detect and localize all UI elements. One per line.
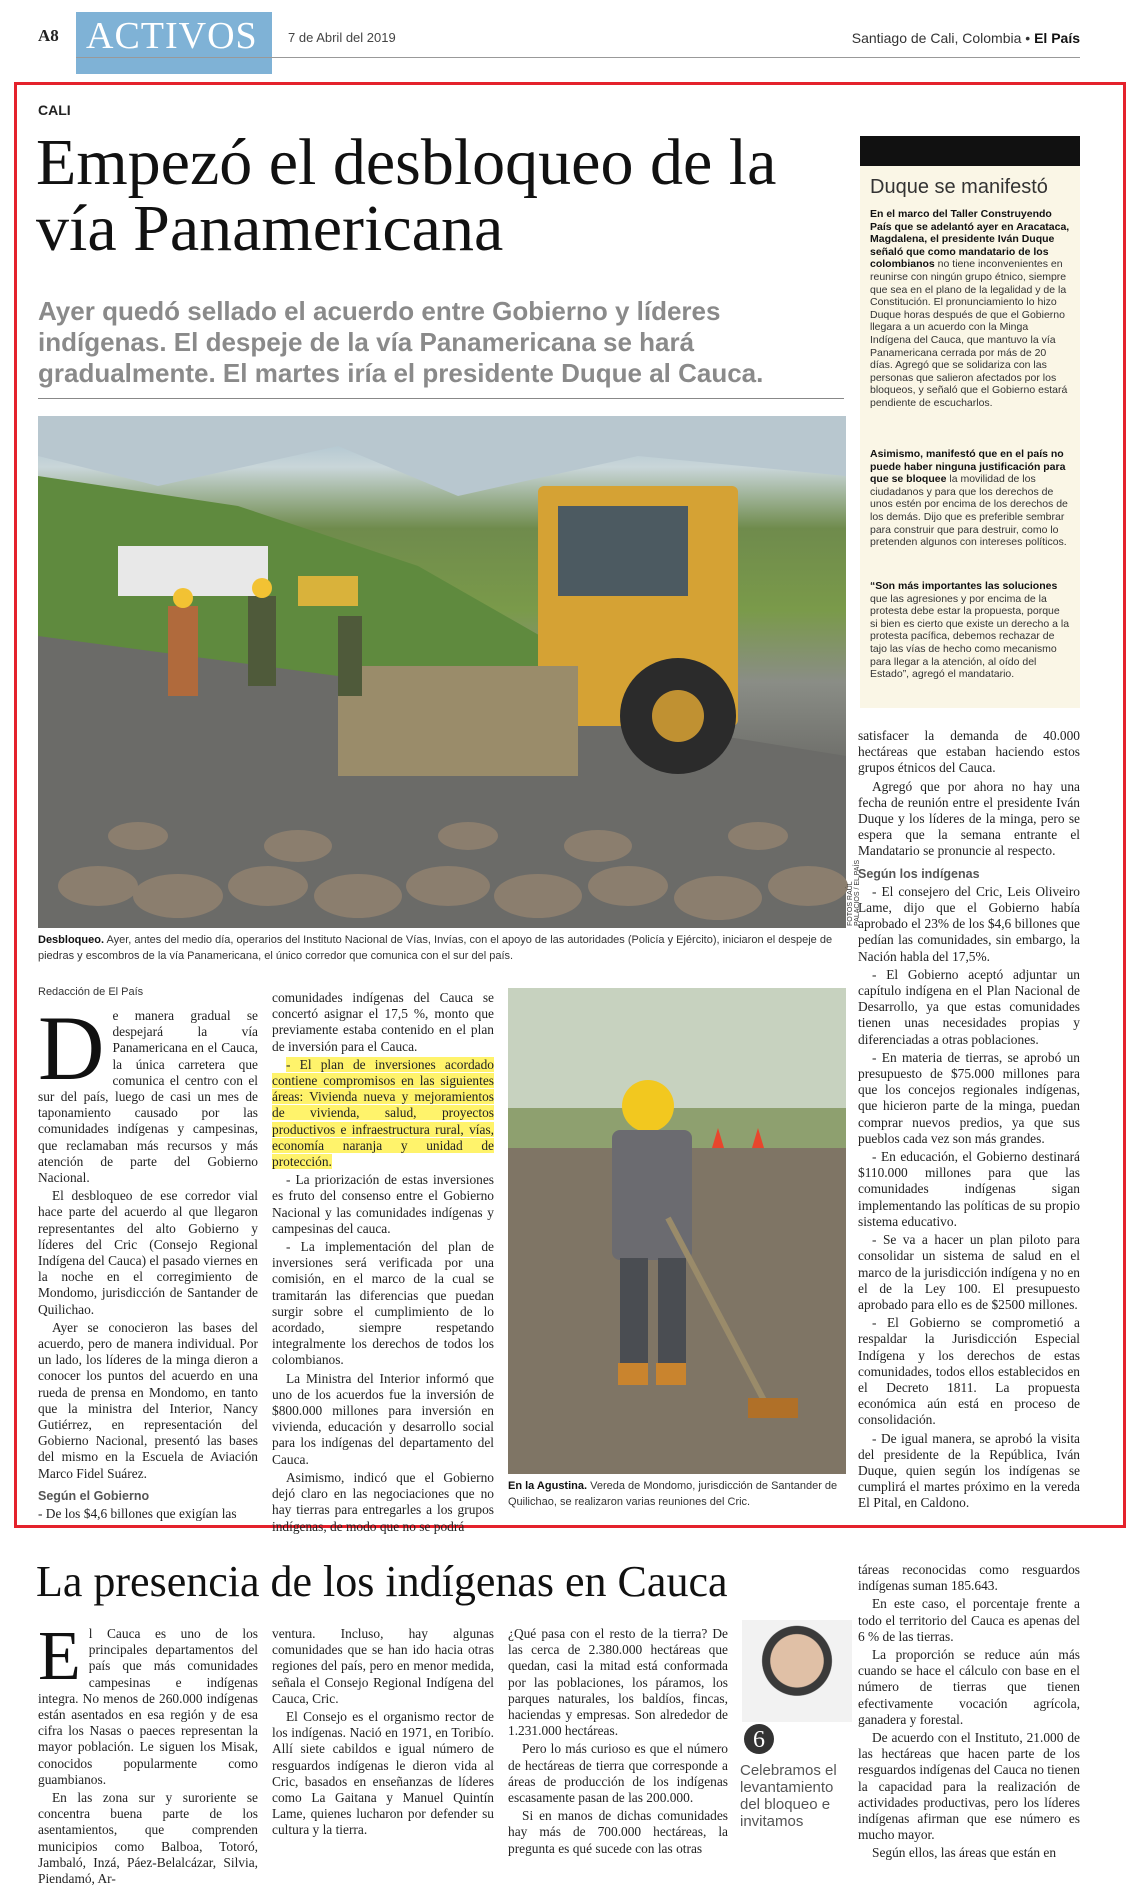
col1-p1: e manera gradual se despejará la vía Panamericana en el Cauca, la única carretera que comunica el centro con el sur del país, luego de casi un mes de taponamiento causado por las comunidades indígenas y campesinas, que reclamaban más recursos y más atención de parte del Gobierno Nacional. bbox=[38, 1008, 258, 1186]
col3-p3: - En materia de tierras, se aprobó un presupuesto de $75.000 millones para que los concejos regionales indígenas, que hicieron parte de la minga, puedan comprar nuevos predios, ya que sus pueblos cada vez son más grandes. bbox=[858, 1049, 1080, 1146]
col3-p5: - Se va a hacer un plan piloto para consolidar un sistema de salud en el marco de la jurisdicción indígena y no en el de la Ley 100. El presupuesto aprobado para ello es de $2500 millones. bbox=[858, 1232, 1080, 1312]
paper-name: El País bbox=[1034, 30, 1080, 46]
col3-p2: - El Gobierno aceptó adjuntar un capítulo indígena en el Plan Nacional de Desarrollo, ya que estas comunidades tienen unas necesidades propias y diferenciadas a otras poblaciones. bbox=[858, 966, 1080, 1047]
article2-headline: La presencia de los indígenas en Cauca bbox=[36, 1557, 728, 1606]
col2-p3: La Ministra del Interior informó que uno de los acuerdos fue la inversión de $800.000 millones para inversión en vivienda, educación y desarrollo social para los indígenas del departamento del Cauca. bbox=[272, 1370, 494, 1467]
col3-top-p1: satisfacer la demanda de 40.000 hectáreas que estaban haciendo estos grupos étnicos del Cauca. bbox=[858, 728, 1080, 776]
col3-p1: - El consejero del Cric, Leis Oliveiro Lame, dijo que el Gobierno había aprobado el 23% de los $4,6 billones que pedían las comunidades, sin embargo, la Nación habla del 17,5%. bbox=[858, 883, 1080, 964]
article-kicker: CALI bbox=[38, 102, 71, 118]
header-rule bbox=[76, 57, 1080, 58]
location-text: Santiago de Cali, Colombia • bbox=[851, 30, 1031, 46]
a2-col4-p2: En este caso, el porcentaje frente a todo el territorio del Cauca es apenas del 6 % de las tierras. bbox=[858, 1596, 1080, 1644]
sidebar-paragraph-3 bbox=[870, 580, 1070, 681]
col3-p6: - El Gobierno se comprometió a respaldar la Jurisdicción Especial Indígena y los derechos de estas comunidades, todos ellos establecidos en el Decreto 1811. La propuesta económica aún está en proceso de consolidación. bbox=[858, 1315, 1080, 1428]
col3-p7: - De igual manera, se aprobó la visita del presidente de la República, Iván Duque, quien según los indígenas se cumplirá el martes próximo en la vereda El Pital, en Caldono. bbox=[858, 1430, 1080, 1511]
a2-col1-p2: En las zona sur y suroriente se concentra buena parte de los asentamientos, que comprenden municipios como Balboa, Totoró, Jambaló, Inzá, Páez-Belalcázar, Silvia, Piendamó, Ar- bbox=[38, 1790, 258, 1887]
a2-col4-p1: táreas reconocidas como resguardos indígenas suman 185.643. bbox=[858, 1562, 1080, 1594]
photo-worker-illustration bbox=[508, 988, 846, 1474]
article2-column-1 bbox=[38, 1618, 258, 1887]
col1-p3: Ayer se conocieron las bases del acuerdo, pero de manera individual. Por un lado, los líderes de la minga dieron a conocer los puntos del acuerdo en una rueda de prensa en Mondomo, en tanto que la ministra del Interior, Nancy Gutiérrez, en representación del Gobierno Nacional, presentó las bases del mismo en la Escuela de Aviación Marco Fidel Suárez. bbox=[38, 1319, 258, 1481]
col2-highlight-text: - El plan de inversiones acordado contiene compromisos en las siguientes áreas: Vivienda nueva y mejoramientos de vivienda, salud, proyectos productivos e infraestructura rural, vías, economía naranja y unidad de protección. bbox=[272, 1056, 494, 1170]
photo-road-clearing-illustration bbox=[38, 416, 846, 928]
a2-col3-p3: Si en manos de dichas comunidades hay más de 700.000 hectáreas, la pregunta es qué sucede con las otras bbox=[508, 1808, 728, 1856]
sidebar-p1-text: no tiene inconvenientes en reunirse con ningún grupo étnico, siempre que sea en el plano de la legalidad y de la Constitución. El pronunciamiento lo hizo Duque horas después de que el Gobierno llegara a un acuerdo con la Minga Indígena del Cauca, que mantuvo la vía Panamericana cerrada por más de 20 días. Agregó que se solidariza con las personas que salieron afectados por los bloqueos, y señaló que el Gobierno estará pendiente de escucharlos. bbox=[870, 258, 1068, 409]
page-number: A8 bbox=[38, 26, 59, 45]
a2-col3-p1: ¿Qué pasa con el resto de la tierra? De las cerca de 2.380.000 hectáreas que quedan, casi la mitad está conformada por las poblaciones, los páramos, los parques naturales, los baldíos, fincas, haciendas y empresas. Son alrededor de 1.231.000 hectáreas. bbox=[508, 1626, 728, 1739]
article2-dropcap: E bbox=[38, 1618, 81, 1695]
article2-column-4 bbox=[858, 1562, 1080, 1861]
column-2 bbox=[272, 990, 494, 1537]
quote-icon: 6 bbox=[744, 1724, 774, 1754]
section-label: ACTIVOS bbox=[86, 15, 258, 57]
pull-quote: Celebramos el levantamiento del bloqueo e invitamos bbox=[740, 1762, 837, 1830]
caption2-text: Vereda de Mondomo, jurisdicción de Santander de Quilichao, se realizaron varias reuniones del Cric. bbox=[508, 1480, 838, 1508]
a2-col4-p3: La proporción se reduce aún más cuando se hace el cálculo con base en el número de tierras que tienen efectivamente vocación agrícola, ganadera y forestal. bbox=[858, 1647, 1080, 1727]
article2-column-3 bbox=[508, 1626, 728, 1856]
caption1-lead: Desbloqueo. bbox=[38, 934, 105, 946]
col3-subhead: Según los indígenas bbox=[858, 866, 980, 881]
a2-col2-p1: ventura. Incluso, hay algunas comunidades que se han ido hacia otras regiones del país, pero en menor medida, señala el Consejo Regional Indígena del Cauca, Cric. bbox=[272, 1626, 494, 1706]
a2-col1-p1: l Cauca es uno de los principales departamentos del país que más comunidades campesinas e indígenas integra. No menos de 260.000 indígenas están asentados en esa región y de esa cifra los Nasas o paeces representan la mayor población. Le siguen los Misak, conocidos popularmente como guambianos. bbox=[38, 1626, 258, 1787]
column-3-top bbox=[858, 728, 1080, 1514]
col1-p2: El desbloqueo de ese corredor vial hace parte del acuerdo al que llegaron representantes del alto Gobierno y líderes del Cric (Consejo Regional Indígena del Cauca) el pasado viernes en la noche en el corregimiento de Mondomo, jurisdicción de Santander de Quilichao. bbox=[38, 1188, 258, 1317]
col2-p4: Asimismo, indicó que el Gobierno dejó claro en las negociaciones que no hay tierras para entregarles a los grupos indígenas, de modo que no se podrá bbox=[272, 1469, 494, 1534]
deck-rule bbox=[38, 398, 844, 399]
caption2-lead: En la Agustina. bbox=[508, 1480, 588, 1492]
a2-col4-p4: De acuerdo con el Instituto, 21.000 de las hectáreas que hacen parte de los resguardos indígenas del Cauca no tienen la capacidad para la realización de actividades productivas, pero los líderes indígenas afirman que ese número es mucho mayor. bbox=[858, 1730, 1080, 1843]
col1-subhead: Según el Gobierno bbox=[38, 1488, 150, 1503]
caption1-text: Ayer, antes del medio día, operarios del Instituto Nacional de Vías, Invías, con el apoyo de las autoridades (Policía y Ejército), iniciaron el despeje de piedras y escombros de la vía Panamericana, el único corredor que comunica con el sur del país. bbox=[38, 934, 833, 962]
photo1-caption bbox=[38, 932, 844, 964]
sidebar-p2-text: la movilidad de los ciudadanos y para que los derechos de unos estén por encima de los derechos de los demás. Dijo que es preferible sembrar para construir que para destruir, como lo pretenden algunos con intereses políticos. bbox=[870, 473, 1068, 549]
sidebar-p2-lead: Asimismo, manifestó que en el país no puede haber ninguna justificación para que se bloquee bbox=[870, 448, 1066, 486]
dateline-location bbox=[852, 30, 1080, 46]
col2-p1: - La priorización de estas inversiones es fruto del consenso entre el Gobierno Nacional y las comunidades indígenas y campesinas del cauca. bbox=[272, 1172, 494, 1236]
sidebar-title: Duque se manifestó bbox=[870, 176, 1048, 198]
article-deck: Ayer quedó sellado el acuerdo entre Gobierno y líderes indígenas. El despeje de la vía Panamericana se hará gradualmente. El martes iría el presidente Duque al Cauca. bbox=[38, 296, 764, 388]
col3-p4: - En educación, el Gobierno destinará $110.000 millones para que las comunidades indígenas sigan implementando las políticas de su propio sistema educativo. bbox=[858, 1149, 1080, 1229]
article-headline: Empezó el desbloqueo de la vía Panamericana bbox=[36, 126, 777, 265]
portrait-photo bbox=[742, 1620, 852, 1722]
col2-p0: comunidades indígenas del Cauca se concertó asignar el 17,5 %, monto que previamente estaba contenido en el plan de inversión para el Cauca. bbox=[272, 990, 494, 1054]
photo-road-clearing bbox=[38, 416, 846, 928]
column-1 bbox=[38, 997, 258, 1524]
a2-col4-p5: Según ellos, las áreas que están en bbox=[872, 1845, 1057, 1861]
dropcap: D bbox=[38, 997, 105, 1099]
photo-worker bbox=[508, 988, 846, 1474]
article2-column-2 bbox=[272, 1626, 494, 1838]
a2-col3-p2: Pero lo más curioso es que el número de hectáreas de tierra que corresponde a áreas de producción de los indígenas escasamente pasan de las 200.000. bbox=[508, 1741, 728, 1806]
sidebar-header-bar bbox=[860, 136, 1080, 166]
col2-highlight bbox=[272, 1057, 494, 1170]
photo2-caption bbox=[508, 1478, 846, 1510]
col2-p2: - La implementación del plan de inversiones será verificada por una comisión, en el marco de la cual se tramitarán las diferencias que puedan surgir sobre el cumplimiento de lo acordado, siempre respetando integralmente los derechos de todos los colombianos. bbox=[272, 1239, 494, 1368]
sidebar-p1-lead: En el marco del Taller Construyendo País que se adelantó ayer en Aracataca, Magdalena, el presidente Iván Duque señaló que como mandatario de los colombianos bbox=[870, 208, 1070, 271]
col1-tail: - De los $4,6 billones que exigían las bbox=[38, 1506, 237, 1522]
photo-credit: FOTOS RAÚL PALACIOS / EL PAÍS bbox=[847, 859, 861, 926]
byline: Redacción de El País bbox=[38, 986, 144, 998]
sidebar-paragraph-2 bbox=[870, 448, 1070, 549]
issue-date: 7 de Abril del 2019 bbox=[288, 30, 396, 45]
sidebar-p3-lead: “Son más importantes las soluciones bbox=[870, 580, 1058, 592]
sidebar-p3-text: que las agresiones y por encima de la protesta debe estar la propuesta, porque si bien es cierto que existe un derecho a la protesta pacífica, debemos rechazar de tajo las vías de hecho como mecanismo para llegar a la atención, al oído del Estado”, agregó el mandatario. bbox=[870, 592, 1070, 681]
col3-top-p2: Agregó que por ahora no hay una fecha de reunión entre el presidente Iván Duque y los líderes de la minga, pero se espera que la semana entrante el Mandatario se pronuncie al respecto. bbox=[858, 778, 1080, 859]
sidebar-paragraph-1 bbox=[870, 208, 1070, 410]
a2-col2-p2: El Consejo es el organismo rector de los indígenas. Nació en 1971, en Toribío. Allí siete cabildos e igual número de resguardos indígenas le dieron vida al Cric, basados en enseñanzas de líderes como La Gaitana y Manuel Quintín Lame, quienes lucharon por defender su cultura y la tierra. bbox=[272, 1709, 494, 1838]
